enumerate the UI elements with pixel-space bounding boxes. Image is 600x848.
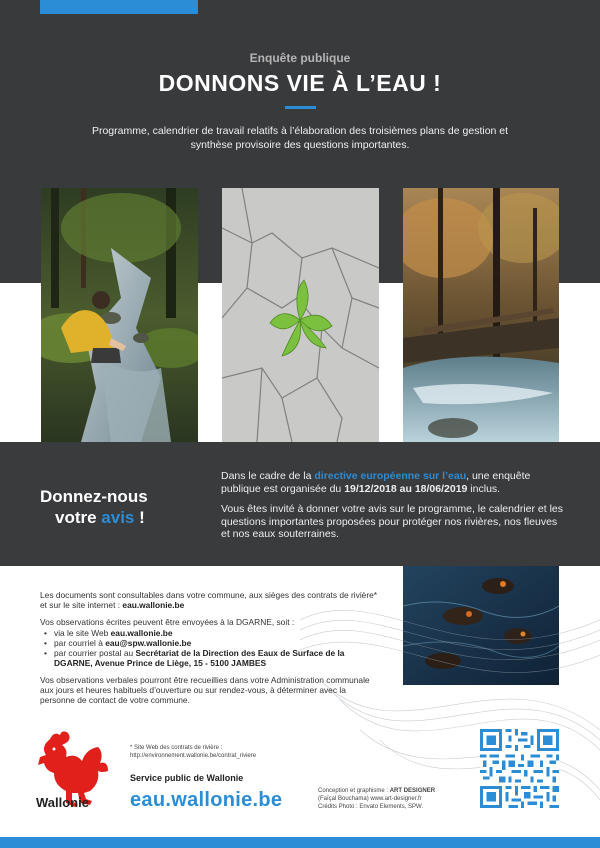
bullet-text: par courrier postal au bbox=[54, 648, 136, 658]
enquiry-dates: 19/12/2018 au 18/06/2019 bbox=[344, 482, 468, 495]
website-link[interactable]: eau.wallonie.be bbox=[110, 628, 173, 638]
intro-text: Programme, calendrier de travail relatifs à l’élaboration des troisièmes plans de gestion et synthèse provisoire des questions importantes. bbox=[91, 125, 509, 151]
footnote-label: * Site Web des contrats de rivière : bbox=[130, 745, 223, 751]
announcement-paragraph-2: Vous êtes invité à donner votre avis sur le programme, le calendrier et les questions importantes proposées pour protéger nos rivières, nos fleuves et nos eaux souterraines. bbox=[221, 503, 564, 540]
info-url[interactable]: eau.wallonie.be bbox=[122, 600, 185, 610]
photo-autumn-river bbox=[403, 188, 559, 442]
call-to-action bbox=[40, 486, 148, 528]
p1-post: inclus. bbox=[467, 482, 501, 495]
directive-link[interactable]: directive européenne sur l’eau bbox=[314, 470, 467, 482]
submission-list bbox=[40, 628, 380, 668]
list-item bbox=[40, 648, 380, 668]
footnote bbox=[130, 744, 300, 760]
list-item bbox=[40, 628, 380, 638]
email-link[interactable]: eau@spw.wallonie.be bbox=[105, 638, 192, 648]
credits-line-3: Crédits Photo : Envato Elements, SPW. bbox=[318, 804, 424, 810]
announcement-paragraph-1 bbox=[221, 470, 563, 495]
cta-line2-pre: votre bbox=[55, 508, 102, 527]
cta-line1: Donnez-nous bbox=[40, 487, 148, 506]
credits-label: Conception et graphisme : bbox=[318, 788, 389, 794]
logo-wordmark: Wallonie bbox=[36, 795, 89, 810]
info-paragraph-1 bbox=[40, 590, 380, 610]
kicker: Enquête publique bbox=[249, 51, 351, 65]
cta-accent: avis bbox=[101, 508, 135, 527]
info-paragraph-2: Vos observations écrites peuvent être envoyées à la DGARNE, soit : bbox=[40, 617, 295, 627]
p1-pre: Dans le cadre de la bbox=[221, 470, 315, 482]
announcement-text bbox=[221, 470, 563, 549]
bullet-text: via le site Web bbox=[54, 628, 111, 638]
designer-brand: ART DESIGNER bbox=[389, 788, 436, 794]
p1-mid: , une enquête publique est organisée du bbox=[221, 470, 531, 495]
bullet-text: par courriel à bbox=[54, 638, 106, 648]
bottom-accent-bar bbox=[0, 837, 600, 848]
photo-cracked-earth-sprout bbox=[222, 188, 379, 442]
page-title: DONNONS VIE À L’EAU ! bbox=[158, 70, 442, 96]
service-name: Service public de Wallonie bbox=[130, 773, 244, 783]
website-url[interactable]: eau.wallonie.be bbox=[130, 789, 283, 811]
info-block bbox=[40, 590, 380, 712]
qr-code[interactable] bbox=[480, 729, 559, 808]
info-p1-text: Les documents sont consultables dans votre commune, aux sièges des contrats de rivière* et sur le site internet : bbox=[40, 590, 378, 610]
footnote-url[interactable]: http://environnement.wallonie.be/contrat_riviere bbox=[130, 753, 257, 759]
photo-forest-stream bbox=[41, 188, 198, 442]
list-item bbox=[40, 638, 380, 648]
credits-line-2: (Faïçal Bouchama) www.art-designer.fr bbox=[318, 796, 422, 802]
credits bbox=[318, 787, 468, 811]
postal-address: Secrétariat de la Direction des Eaux de Surface de la DGARNE, Avenue Prince de Liège, 15 - 5100 JAMBES bbox=[54, 648, 345, 668]
cta-line2-post: ! bbox=[134, 508, 145, 527]
top-accent-bar bbox=[40, 0, 198, 14]
credits-line-1 bbox=[318, 787, 468, 795]
cta-line2 bbox=[55, 507, 148, 528]
title-divider bbox=[285, 106, 316, 109]
info-paragraph-3: Vos observations verbales pourront être recueillies dans votre Administration communale aux jours et heures habituels d’ouverture ou sur rendez-vous, à déterminer avec la personne de contact de votre commune. bbox=[40, 675, 370, 705]
